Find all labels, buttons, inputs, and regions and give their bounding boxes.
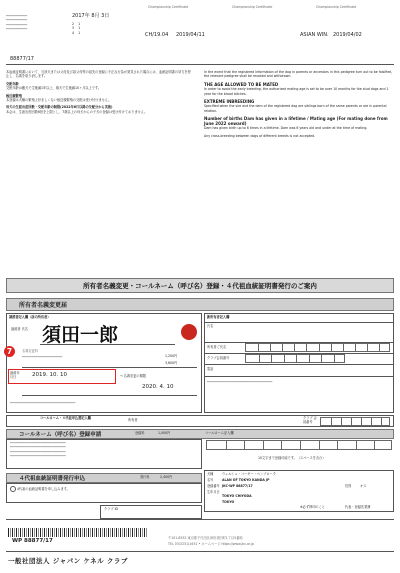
grid-cell [343,344,344,351]
fourgen-fee: 2,400円 [160,475,173,479]
grid-cell [334,355,335,362]
grid-cell [367,344,368,351]
date-label: 譲渡年月日 [10,371,20,380]
grid-cell [258,344,259,351]
header-reg-number: 88877/17 [10,56,34,62]
fee-2: 3,600円 [165,361,178,365]
member-number-grid[interactable] [245,354,345,363]
callname-grid[interactable] [206,440,392,450]
fee-label-1: 名義変更料 [22,349,38,353]
deadline-arrow: → 名義変更の期限 [120,374,146,378]
grid-cell [282,344,283,351]
left-dam-text: 本会は、生涯出産回数6回を上限とし、7歳以上の母犬からの子犬の登録は受け付けておりません。 [6,109,148,114]
cert-date-3: 2019/04/02 [333,32,362,38]
cert-code-1: CH/19.04 [145,32,169,38]
right-para-1: In the event that the registered information of the dog in parents or ancestors in this pedigree turn out to be falsified, the relevant pedigree shall be revoked and withdrawn. [204,70,393,79]
callname-field-label: コールネーム記入欄 [205,431,234,435]
fourgen-fee-label: 発行料 [140,475,150,479]
grid-cell [351,418,352,425]
seal-stamp [181,324,197,340]
birth-label: 生年月日 [207,490,220,494]
recipient-label: 新所有者記入欄 [207,315,230,319]
grid-cell [300,441,301,449]
recipient-member-label: クラブ会員番号 [207,356,230,360]
lower-divider [6,519,394,520]
left-notes [6,70,191,114]
left-limit-text: 本登録は犬種の繁殖上好ましくない極近親繁殖の交配は受け付けません。 [6,98,112,103]
club-number-grid[interactable] [320,417,390,426]
dog-name-value: ALAN OF TOKYO KANDA JP [222,478,270,482]
callname-fee-label: 登録料 [135,431,145,435]
recipient-row-line-1 [204,322,394,323]
callname-header [6,429,394,439]
footer-divider [6,551,394,552]
recipient-name-label: 氏名 [207,324,214,328]
transfer-date: 2019. 10. 10 [32,372,67,378]
cert-title-2: Championship Certificate [232,5,273,9]
grid-cell [341,418,342,425]
grid-cell [296,355,297,362]
header-divider [6,64,394,65]
left-age-text: 交配年齢は雌犬で生後満1年以上、雄犬で生後満10ヶ月以上です。 [6,86,102,91]
reg-label: 登録番号 [207,484,220,488]
sex-label: 性別 [345,484,352,488]
changes-banner: 所有者名義変更・コールネーム（呼び名）登録・４代祖血統証明書発行のご案内 [6,278,394,293]
right-inbreeding-text: Specified when the sire and the dam of the registered dog are siblings born of the same parents or are in parental relation. [204,104,387,113]
owner-change-title: 所有者名義変更届 [19,302,68,309]
right-births-text: Dam has given birth up to 6 times in a lifetime. Dam was 6 years old and under at the time of mating. [204,126,368,131]
recipient-box [204,313,394,413]
cert-date-1: 2017年 8月 3日 [72,13,110,19]
grid-cell [259,355,260,362]
header-values: 2 1 3 1 4 1 [72,22,81,35]
grid-cell [309,355,310,362]
callname-club-label: クラブ 会員番号 [303,416,317,425]
fee-desc: ━━━━━━━━━━━━━━━━━━━━━ [22,355,63,359]
recipient-footnote: ━━━━━━━━━━━━━━━━━━━━━━━━━━━━━━━━━━ [207,380,273,384]
transferor-label: 譲渡者記入欄（前の所有者） [9,315,51,319]
fourgen-note-text: 4代祖の血統証明書を申し込みます。 [17,487,70,491]
grid-cell [319,441,320,449]
owner-city-2: TOKYO [222,500,235,504]
callname-owner-label: 所有者 [128,418,138,422]
grid-cell [271,355,272,362]
step-badge: 7 [4,346,15,357]
bottom-reg-number: WP 88877/17 [12,538,53,544]
left-para-1: 本血統証明書において、当該犬または父母及び祖父母等の祖先の登録に不正な行為が発見された場合には、血統証明書の効力を停止し、名義を取り消します。 [6,70,191,79]
signature-line [40,344,175,345]
owner-change-header [6,298,394,311]
grid-cell [379,344,380,351]
cert-date-2: 2019/04/11 [176,32,205,38]
grid-cell [306,344,307,351]
fourgen-header [6,473,202,483]
grid-cell [381,418,382,425]
fourgen-note [10,486,70,492]
sex-value: オス [360,484,367,488]
deadline-date: 2020. 4. 10 [142,384,174,390]
grid-cell [371,418,372,425]
grid-cell [244,441,245,449]
right-note: Any cross-breeding between dogs of different breeds is not accepted. [204,134,316,139]
breed-value: ウェルシュ・コーギー・ペンブローク [222,472,276,476]
dog-name-label: 名号 [207,478,214,482]
recipient-phone-label: 電話 [207,367,214,371]
cert-title-3: Championship Certificate [316,5,357,9]
barcode [8,528,148,537]
grid-cell [284,355,285,362]
grid-cell [321,355,322,362]
header-small-print: ━━━━━━━━━━━ ━━━━━━━━━━━ ━━━━━━━━━━━ ━━━━━━━━━━━ [6,14,28,32]
recipient-row-line-5 [204,376,394,377]
grid-cell [374,441,375,449]
right-inbreeding-title: EXTREME INBREEDING [204,99,255,105]
right-notes [204,70,394,139]
grid-cell [270,344,271,351]
cert-code-3: ASIAN WIN. [300,32,329,38]
callname-title: コールネーム（呼び名）登録申請 [19,432,102,438]
grid-cell [294,344,295,351]
right-age-title: THE AGE ALLOWED TO BE MATED [204,81,279,87]
owner-city: TOKYO CHIYODA [222,494,252,498]
club-box-label: クラブ ID [104,507,118,511]
grid-cell [355,344,356,351]
fourgen-title: ４代祖血統証明書発行申込 [19,476,86,482]
grid-cell [337,441,338,449]
fee-divider [22,367,197,368]
callname-info-title: コールネーム・４代祖申込書記入欄 [40,416,91,420]
callname-hint: 10文字まで登録可能です。（スペースを含む） [258,456,326,460]
org-name: 一般社団法人 ジャパン ケネル クラブ [8,557,128,565]
grid-cell [356,441,357,449]
recipient-row-line-4 [204,364,394,365]
breed-label: 犬種 [207,472,214,476]
left-dam-title: 母犬の生涯出産回数・交配年齢の制限(2022年6月以降の交配分から実施) [6,105,113,110]
date-divider [22,395,197,396]
grid-cell [263,441,264,449]
grid-cell [361,418,362,425]
left-limit-title: 極近親繁殖 [6,93,22,98]
callname-fee: 1,000円 [158,431,171,435]
owner-signature: 須田一郎 [42,324,119,346]
fee-1: 1,200円 [165,354,178,358]
transferor-footnote: ━━━━━━━━━━━━━━━━━━━━━━━━━━━━━━━━━━ [10,401,76,405]
cert-title-1: Championship Certificate [148,5,189,9]
callname-notes: ━━━━━━━━━━━━━━━━━━━━━━━━━━━━━ ━━━━━━━━━━━━━━━━━━━━━━━━━━━━━ ━━━━━━━━━━━━━━━━━━━━━━━━━━━━━ ━━━━━━━━━━━━━━━━━━━━━━━━━━━━━ [10,441,66,459]
footer-url: TEL 03(3251)1651 • ホームページ https://www.jkc.or.jp [168,542,254,546]
right-age-text: In order to avoid the early breeding, the authorized mating age is set to be over 10 months for the stud dogs and 1 year for the brood bitches. [204,87,389,96]
grid-cell [319,344,320,351]
recipient-kana-label: 所有者ご氏名 [207,345,227,349]
left-age-title: 交配年齢 [6,81,19,86]
owner-name-grid[interactable] [245,343,390,352]
grid-cell [331,418,332,425]
footer-address: 〒101-8552 東京都千代田区神田須田町1丁目5番地 [168,536,243,540]
footer-note: ※必ず押印のこと [300,505,325,509]
footer-note-2: 代表・登録先業務 [345,505,371,509]
grid-cell [281,441,282,449]
fourgen-checkbox[interactable] [10,486,16,492]
transferor-name-label: 譲渡者 氏名 [11,327,28,331]
reg-value: JKC-WP 88877/17 [222,484,253,488]
right-births-title: Number of births Dam has given in a lifetime / Mating age (For mating done from June 2022 onward) [204,116,388,126]
grid-cell [331,344,332,351]
grid-cell [226,441,227,449]
